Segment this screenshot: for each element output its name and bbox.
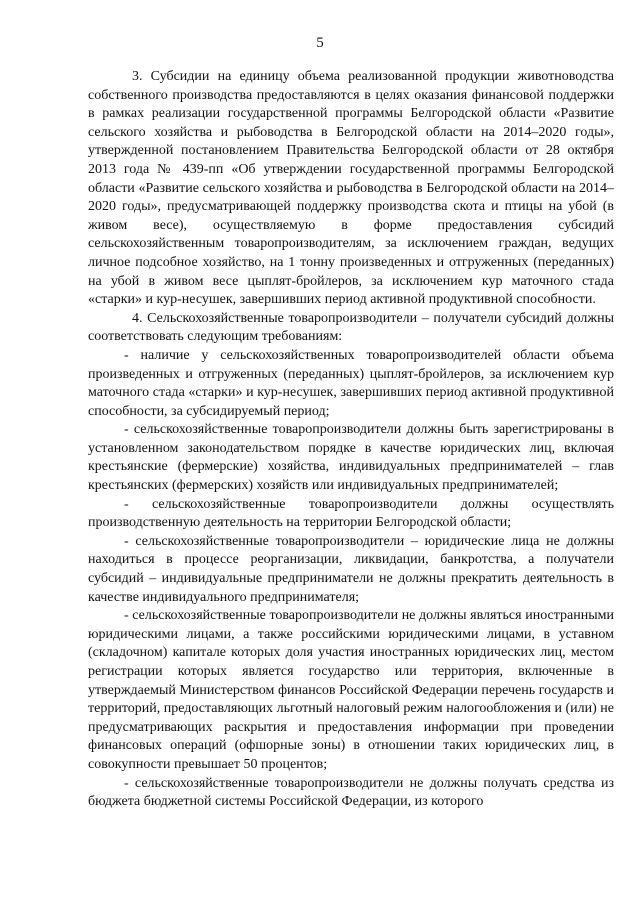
paragraph-item-4: 4. Сельскохозяйственные товаропроизводители – получатели субсидий должны соответствовать следующим требованиям:: [88, 310, 614, 345]
document-body: [88, 68, 614, 812]
requirement-no-reorganization: - сельскохозяйственные товаропроизводители – юридические лица не должны находиться в процессе реорганизации, ликвидации, банкротства, а получатели субсидий – индивидуальные предприниматели не должны прекратить деятельность в качестве индивидуального предпринимателя;: [88, 533, 614, 605]
requirement-production-volume: - наличие у сельскохозяйственных товаропроизводителей области объема произведенных и отгруженных (переданных) цыплят-бройлеров, за исключением кур маточного стада «старки» и кур-несушек, завершивших период активной продуктивной способности, за субсидируемый период;: [88, 347, 614, 419]
requirement-registration: - сельскохозяйственные товаропроизводители должны быть зарегистрированы в установленном законодательством порядке в качестве юридических лиц, включая крестьянские (фермерские) хозяйства, индивидуальных предпринимателей – глав крестьянских (фермерских) хозяйств или индивидуальных предпринимателей;: [88, 422, 614, 494]
paragraph-item-3: 3. Субсидии на единицу объема реализованной продукции животноводства собственного производства предоставляются в целях оказания финансовой поддержки в рамках реализации государственной программы Белгородской области «Развитие сельского хозяйства и рыбоводства в Белгородской области на 2014–2020 годы», утвержденной постановлением Правительства Белгородской области от 28 октября 2013 года № 439-пп «Об утверждении государственной программы Белгородской области «Развитие сельского хозяйства и рыбоводства в Белгородской области на 2014–2020 годы», предусматривающей поддержку производства скота и птицы на убой (в живом весе), осуществляемую в форме предоставления субсидий сельскохозяйственным товаропроизводителям, за исключением граждан, ведущих личное подсобное хозяйство, на 1 тонну произведенных и отгруженных (переданных) на убой в живом весе цыплят-бройлеров, за исключением кур маточного стада «старки» и кур-несушек, завершивших период активной продуктивной способности.: [88, 69, 614, 308]
page-number: 5: [316, 35, 324, 51]
requirement-not-foreign-entity: - сельскохозяйственные товаропроизводители не должны являться иностранными юридическими лицами, а также российскими юридическими лицами, в уставном (складочном) капитале которых доля участия иностранных юридических лиц, местом регистрации которых является государство или территория, включенные в утверждаемый Министерством финансов Российской Федерации перечень государств и территорий, предоставляющих льготный налоговый режим налогообложения и (или) не предусматривающих раскрытия и предоставления информации при проведении финансовых операций (офшорные зоны) в отношении таких юридических лиц, в совокупности превышает 50 процентов;: [88, 608, 614, 772]
requirement-no-other-budget-funds: - сельскохозяйственные товаропроизводители не должны получать средства из бюджета бюджетной системы Российской Федерации, из которого: [88, 775, 614, 810]
requirement-territory: - сельскохозяйственные товаропроизводители должны осуществлять производственную деятельность на территории Белгородской области;: [88, 496, 614, 531]
